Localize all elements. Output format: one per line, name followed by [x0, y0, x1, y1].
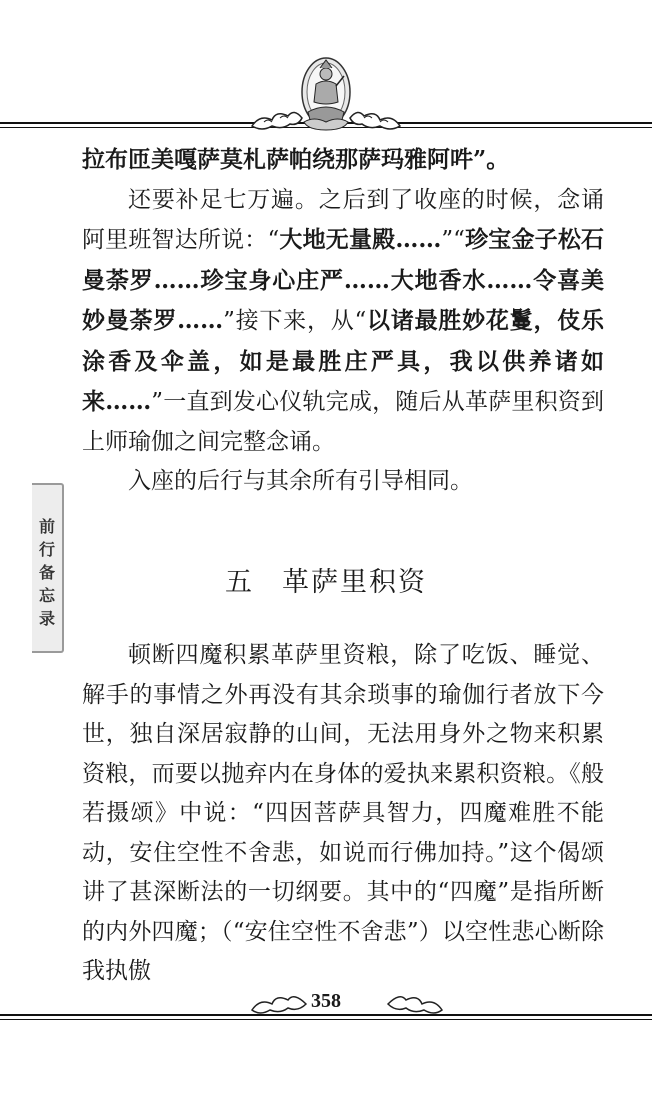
bold-text-segment: 以诸最胜妙花鬘，伎乐涂香及伞盖，如是最胜庄严具，我以供养诸如来…… — [82, 307, 604, 415]
section-number: 五 — [225, 567, 254, 598]
section-title — [0, 563, 652, 603]
paragraph — [82, 462, 604, 502]
body-text-top — [82, 140, 604, 502]
bold-text-segment: 珍宝金子松石曼荼罗……珍宝身心庄严……大地香水……令喜美妙曼荼罗…… — [82, 226, 605, 334]
paragraph — [82, 140, 604, 181]
paragraph — [82, 636, 604, 992]
buddha-figure-icon — [250, 56, 402, 136]
side-tab-label: 前行备忘录 — [38, 517, 55, 628]
text-segment: 顿断四魔积累革萨里资粮，除了吃饭、睡觉、解手的事情之外再没有其余琐事的瑜伽行者放下今世，独自深居寂静的山间，无法用身外之物来积累资粮，而要以抛弃内在身体的爱执来累积资粮。《般若摄颂》中说：“四因菩萨具智力，四魔难胜不能动，安住空性不舍悲，如说而行佛加持。”这个偈颂讲了甚深断法的一切纲要。其中的“四魔”是指所断的内外四魔；（“安住空性不舍悲”）以空性悲心断除我执傲 — [82, 642, 604, 984]
paragraph — [82, 181, 604, 463]
text-segment: 还要补足七万遍。之后到了收座的时候，念诵阿里班智达所说：“ — [82, 186, 604, 253]
bold-text-segment: 大地无量殿…… — [279, 226, 442, 253]
bold-text-segment: 拉布匝美嘎萨莫札萨帕绕那萨玛雅阿吽”。 — [82, 146, 510, 173]
section-heading: 革萨里积资 — [282, 567, 427, 598]
text-segment: ”“ — [441, 227, 465, 253]
body-text-bottom — [82, 636, 604, 992]
text-segment: ”一直到发心仪轨完成，随后从革萨里积资到上师瑜伽之间完整念诵。 — [82, 389, 604, 455]
text-segment: ”接下来，从“ — [223, 308, 367, 334]
page-number: 358 — [311, 990, 341, 1012]
text-segment: 入座的后行与其余所有引导相同。 — [128, 468, 473, 494]
